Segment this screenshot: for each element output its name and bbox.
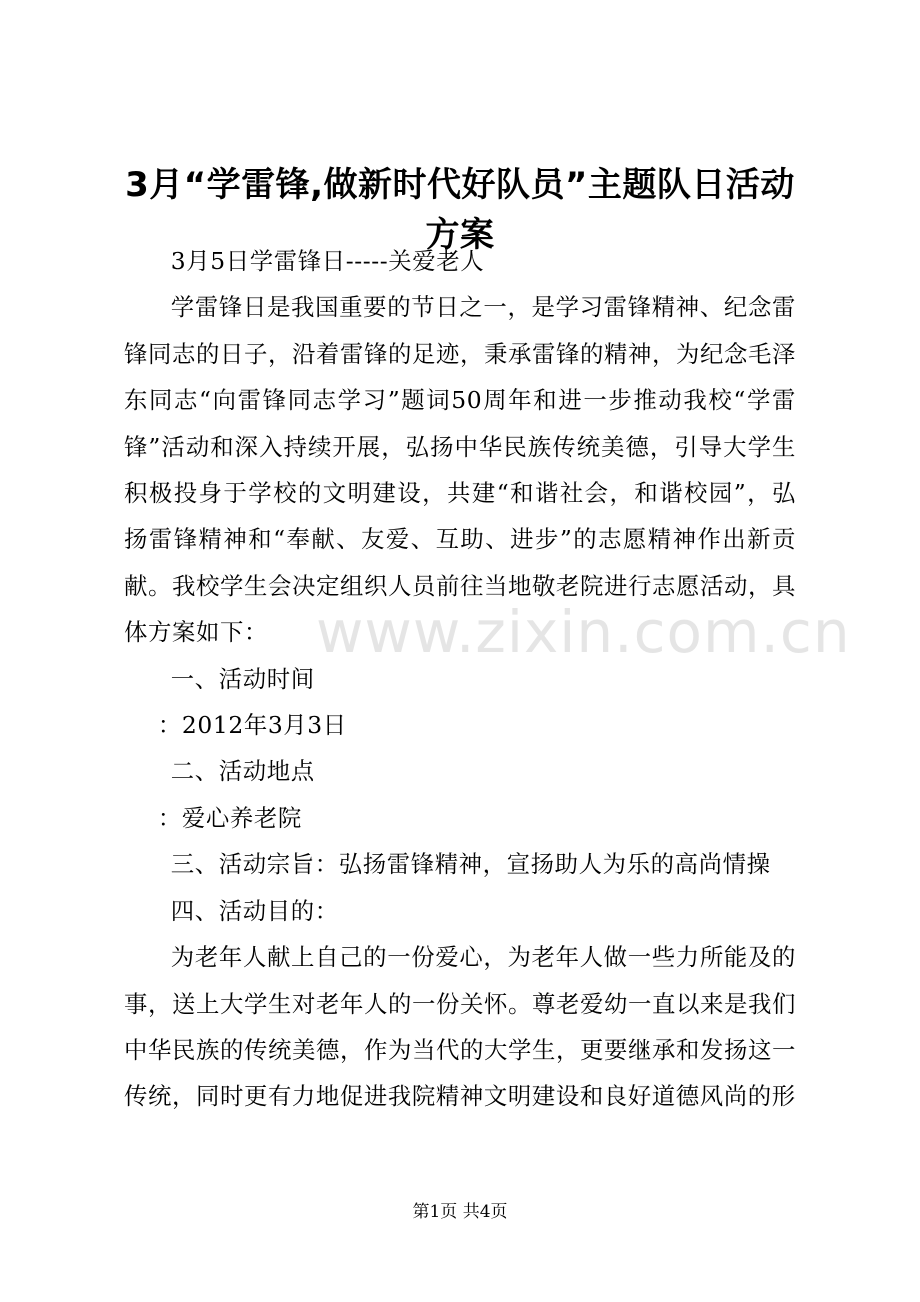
- subtitle-line: 3月5日学雷锋日-----关爱老人: [170, 247, 485, 275]
- goal-paragraph: 为老年人献上自己的一份爱心，为老年人做一些力所能及的事，送上大学生对老年人的一份关怀。尊老爱幼一直以来是我们中华民族的传统美德，作为当代的大学生，更要继承和发扬这一传统，同时更有力地促进我院精神文明建设和良好道德风尚的形: [124, 943, 796, 1111]
- section-value-location: ：爱心养老院: [157, 803, 302, 832]
- section-heading-goal: 四、活动目的：: [170, 896, 339, 925]
- watermark-text: www.zixin.com.cn: [316, 598, 851, 666]
- document-body: [124, 238, 796, 1120]
- section-purpose: 三、活动宗旨：弘扬雷锋精神，宣扬助人为乐的高尚情操: [170, 850, 771, 879]
- section-heading-location: 二、活动地点: [170, 757, 315, 786]
- section-heading-time: 一、活动时间: [170, 664, 315, 693]
- document-title: 3月“学雷锋,做新时代好队员”主题队日活动方案: [125, 165, 795, 255]
- intro-paragraph: 学雷锋日是我国重要的节日之一，是学习雷锋精神、纪念雷锋同志的日子，沿着雷锋的足迹，秉承雷锋的精神，为纪念毛泽东同志“向雷锋同志学习”题词50周年和进一步推动我校“学雷锋”活动和深入持续开展，弘扬中华民族传统美德，引导大学生积极投身于学校的文明建设，共建“和谐社会，和谐校园”，弘扬雷锋精神和“奉献、友爱、互助、进步”的志愿精神作出新贡献。我校学生会决定组织人员前往当地敬老院进行志愿活动，具体方案如下：: [124, 293, 796, 647]
- page-footer: 第1页 共4页: [412, 1202, 508, 1222]
- section-value-time: ：2012年3月3日: [157, 711, 347, 740]
